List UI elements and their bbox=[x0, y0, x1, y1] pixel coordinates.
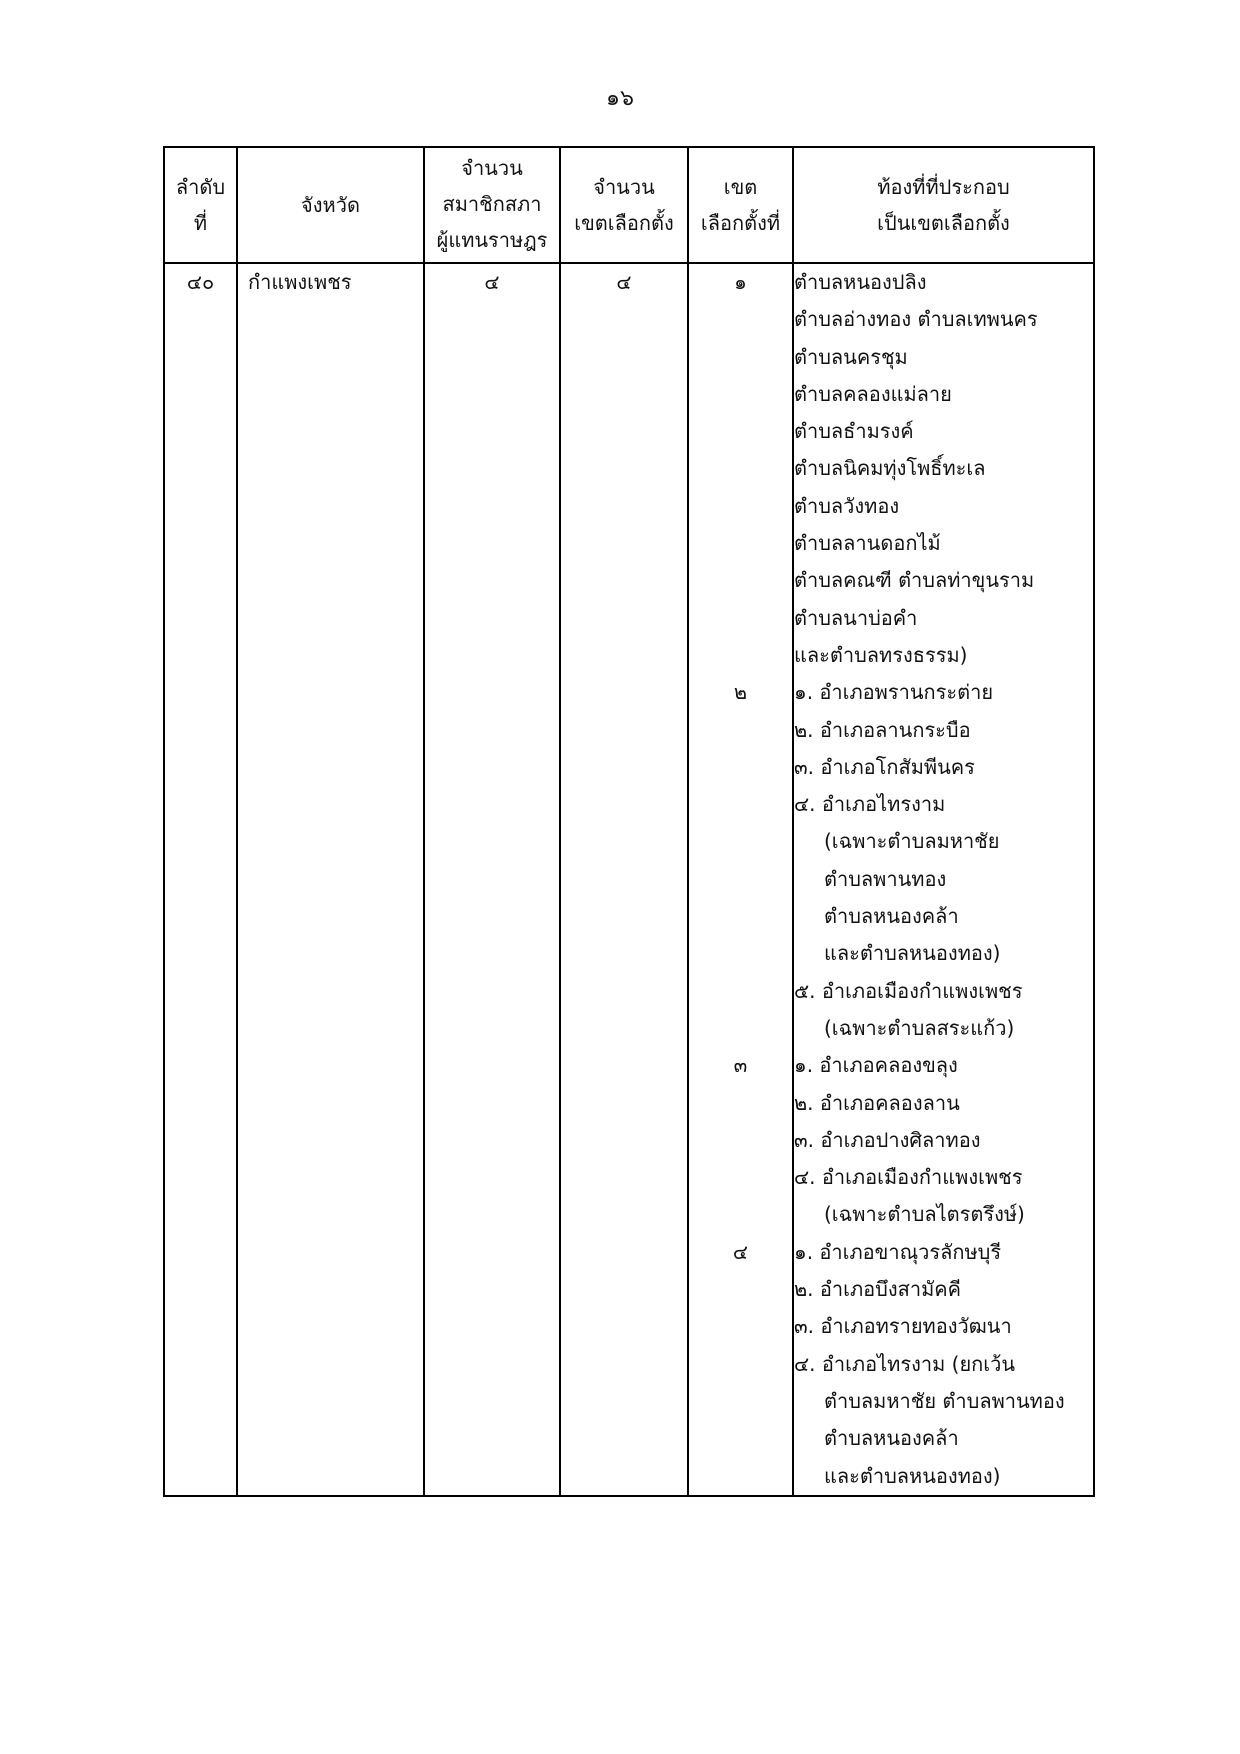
district-number-spacer bbox=[689, 562, 792, 599]
area-line: ๓. อำเภอโกสัมพีนคร bbox=[794, 754, 975, 779]
district-number-spacer bbox=[689, 376, 792, 413]
district-number-spacer bbox=[689, 786, 792, 823]
area-line: ๔. อำเภอเมืองกำแพงเพชร bbox=[794, 1165, 1023, 1190]
seq-value: ๔๐ bbox=[186, 270, 215, 294]
header-districts-count-line: เขตเลือกตั้ง bbox=[574, 211, 674, 235]
district-number-spacer bbox=[689, 525, 792, 562]
table-row bbox=[164, 263, 1094, 1496]
district-number-spacer bbox=[689, 861, 792, 898]
area-line: ๓. อำเภอทรายทองวัฒนา bbox=[794, 1314, 1012, 1339]
area-line: ตำบลหนองคล้า bbox=[824, 1426, 959, 1451]
electoral-district-table bbox=[163, 146, 1095, 1497]
district-number-spacer bbox=[689, 1458, 792, 1495]
cell-province bbox=[237, 263, 424, 1496]
header-seq-line: ที่ bbox=[193, 211, 208, 235]
district-number-spacer bbox=[689, 413, 792, 450]
header-seq bbox=[164, 147, 237, 263]
district-number-spacer bbox=[689, 637, 792, 674]
district-number-spacer bbox=[689, 488, 792, 525]
header-areas-line: ท้องที่ที่ประกอบ bbox=[877, 175, 1010, 199]
district-number-spacer bbox=[689, 823, 792, 860]
district-number-spacer bbox=[689, 600, 792, 637]
area-line: ตำบลหนองปลิง bbox=[794, 270, 927, 294]
area-line: ๒. อำเภอลานกระบือ bbox=[794, 717, 971, 742]
area-line: ๔. อำเภอไทรงาม (ยกเว้น bbox=[794, 1351, 1016, 1376]
area-line: ตำบลหนองคล้า bbox=[824, 904, 959, 929]
area-line: (เฉพาะตำบลสระแก้ว) bbox=[824, 1015, 1015, 1040]
district-number: ๔ bbox=[732, 1239, 749, 1264]
area-line: (เฉพาะตำบลมหาชัย bbox=[824, 829, 1000, 854]
area-line: ตำบลนาบ่อคำ bbox=[794, 605, 918, 630]
district-number-spacer bbox=[689, 1122, 792, 1159]
header-province-line: จังหวัด bbox=[301, 193, 360, 217]
cell-district-no bbox=[688, 263, 793, 1496]
header-district-no-line: เขต bbox=[723, 175, 758, 199]
header-areas bbox=[793, 147, 1094, 263]
area-line: ตำบลคลองแม่ลาย bbox=[794, 381, 952, 406]
district-number-spacer bbox=[689, 749, 792, 786]
table-header-row bbox=[164, 147, 1094, 263]
area-line: ๒. อำเภอคลองลาน bbox=[794, 1090, 960, 1115]
area-line: ตำบลพานทอง bbox=[824, 866, 947, 891]
district-number-spacer bbox=[689, 973, 792, 1010]
area-line: และตำบลหนองทอง) bbox=[824, 941, 1001, 966]
area-line: ตำบลมหาชัย ตำบลพานทอง bbox=[824, 1388, 1065, 1413]
district-number-spacer bbox=[689, 1383, 792, 1420]
area-line: ตำบลนครชุม bbox=[794, 344, 908, 369]
district-number-spacer bbox=[689, 1420, 792, 1457]
members-value: ๔ bbox=[484, 270, 500, 294]
area-line: ตำบลลานดอกไม้ bbox=[794, 531, 941, 556]
area-line: และตำบลหนองทอง) bbox=[824, 1463, 1001, 1488]
header-seq-line: ลำดับ bbox=[175, 175, 226, 199]
district-number-spacer bbox=[689, 1010, 792, 1047]
header-district-no-line: เลือกตั้งที่ bbox=[700, 211, 781, 235]
area-line: ตำบลนิคมทุ่งโพธิ์ทะเล bbox=[794, 456, 986, 481]
districts-count-value: ๔ bbox=[616, 270, 632, 294]
cell-areas bbox=[793, 263, 1094, 1496]
page-number: ๑๖ bbox=[606, 86, 634, 111]
district-number-spacer bbox=[689, 450, 792, 487]
district-number-spacer bbox=[689, 935, 792, 972]
area-line: ๓. อำเภอปางศิลาทอง bbox=[794, 1127, 981, 1152]
district-number-spacer bbox=[689, 1308, 792, 1345]
area-line: ๔. อำเภอไทรงาม bbox=[794, 792, 946, 817]
header-members-line: ผู้แทนราษฎร bbox=[436, 228, 548, 252]
area-line: ตำบลอ่างทอง ตำบลเทพนคร bbox=[794, 307, 1038, 332]
area-line: ๑. อำเภอพรานกระต่าย bbox=[794, 680, 994, 705]
header-members-line: สมาชิกสภา bbox=[442, 192, 542, 216]
district-number: ๓ bbox=[733, 1053, 748, 1078]
district-number-spacer bbox=[689, 1196, 792, 1233]
area-line: และตำบลทรงธรรม) bbox=[794, 642, 968, 667]
area-line: ตำบลธำมรงค์ bbox=[794, 419, 914, 444]
header-districts-count bbox=[560, 147, 688, 263]
header-members bbox=[424, 147, 560, 263]
area-line: ๑. อำเภอขาณุวรลักษบุรี bbox=[794, 1239, 1002, 1264]
district-number-spacer bbox=[689, 1346, 792, 1383]
cell-members bbox=[424, 263, 560, 1496]
header-members-line: จำนวน bbox=[461, 156, 523, 180]
area-line: ๑. อำเภอคลองขลุง bbox=[794, 1053, 958, 1078]
header-district-no bbox=[688, 147, 793, 263]
district-number-spacer bbox=[689, 301, 792, 338]
district-number-spacer bbox=[689, 898, 792, 935]
header-districts-count-line: จำนวน bbox=[593, 175, 655, 199]
area-line: ตำบลวังทอง bbox=[794, 493, 900, 518]
header-areas-line: เป็นเขตเลือกตั้ง bbox=[877, 211, 1010, 235]
area-line: ตำบลคณฑี ตำบลท่าขุนราม bbox=[794, 568, 1035, 593]
district-number: ๒ bbox=[733, 680, 748, 705]
area-line: ๕. อำเภอเมืองกำแพงเพชร bbox=[794, 978, 1023, 1003]
district-number-spacer bbox=[689, 712, 792, 749]
area-line: ๒. อำเภอบึงสามัคคี bbox=[794, 1277, 962, 1302]
district-number: ๑ bbox=[734, 270, 747, 294]
province-name: กำแพงเพชร bbox=[248, 270, 352, 294]
header-province bbox=[237, 147, 424, 263]
district-number-spacer bbox=[689, 1271, 792, 1308]
district-number-spacer bbox=[689, 1085, 792, 1122]
district-number-spacer bbox=[689, 1159, 792, 1196]
cell-districts-count bbox=[560, 263, 688, 1496]
area-line: (เฉพาะตำบลไตรตรึงษ์) bbox=[824, 1202, 1025, 1227]
district-number-spacer bbox=[689, 339, 792, 376]
cell-seq bbox=[164, 263, 237, 1496]
